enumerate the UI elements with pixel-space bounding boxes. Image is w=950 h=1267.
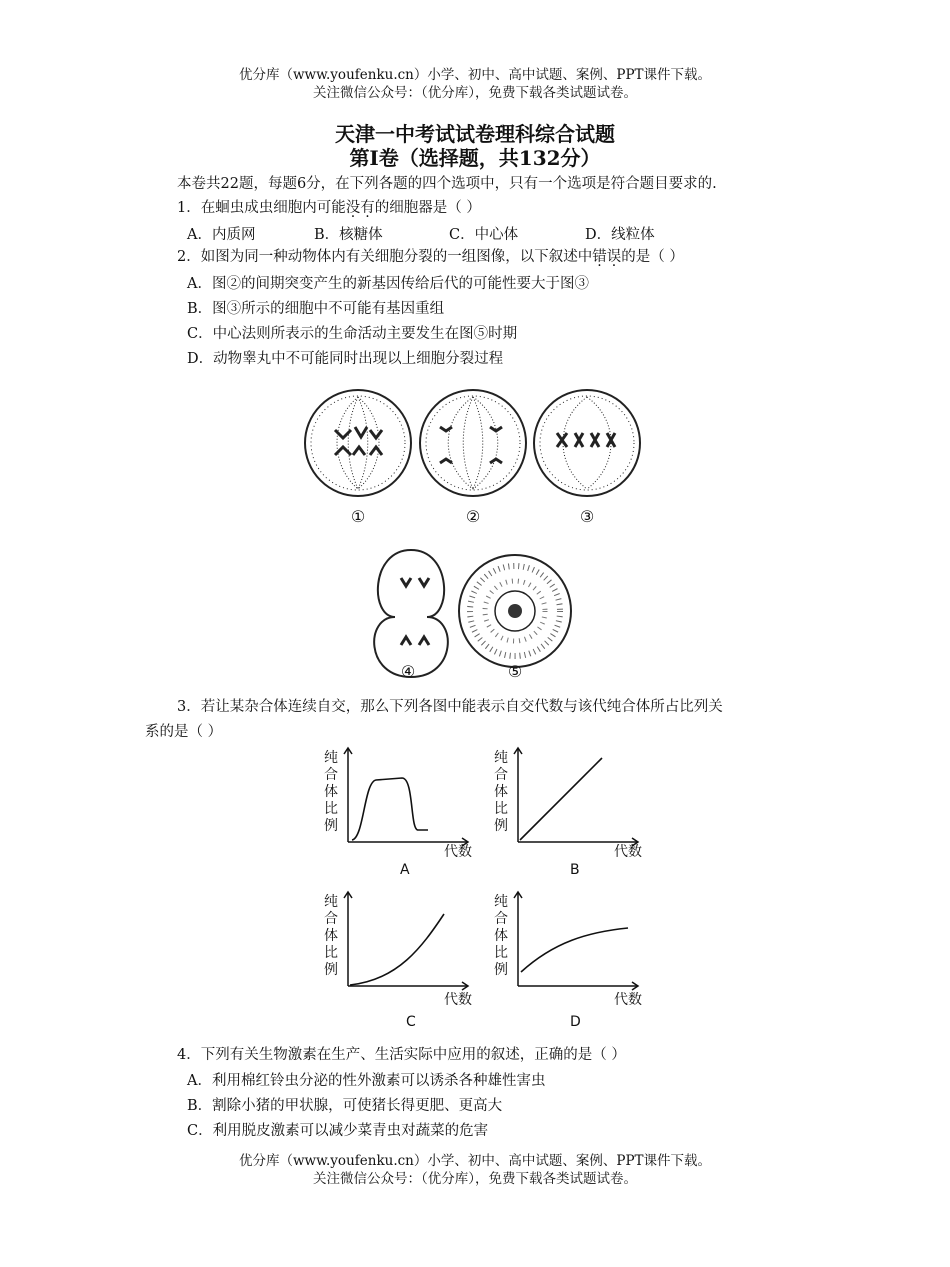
graph-label-c: C: [406, 1014, 416, 1030]
graph-a-ylabel-4: 比: [324, 801, 338, 817]
cell-label-3: ③: [579, 507, 595, 526]
q3-stem-line-2: 系的是（ ）: [145, 724, 223, 740]
graph-a-xlabel: 代数: [444, 844, 472, 860]
q1-option-a: A．内质网: [187, 227, 256, 243]
q2-stem-pre: 2．如图为同一种动物体内有关细胞分裂的一组图像，以下叙述中: [177, 249, 593, 265]
graph-b-ylabel-5: 例: [494, 818, 508, 834]
q2-stem: [177, 247, 684, 267]
q2-option-d: D．动物睾丸中不可能同时出现以上细胞分裂过程: [187, 351, 504, 367]
graph-d-ylabel-2: 合: [494, 911, 508, 927]
q1-option-c: C．中心体: [449, 227, 519, 243]
cell-label-1: ①: [350, 507, 366, 526]
header-line-2: 关注微信公众号：（优分库），免费下载各类试题试卷。: [313, 85, 637, 101]
graph-d-ylabel-1: 纯: [494, 894, 508, 910]
q1-emphasis-2: 有: [360, 200, 375, 216]
graph-d-xlabel: 代数: [614, 992, 642, 1008]
q1-option-b: B．核糖体: [314, 227, 383, 243]
graph-a-ylabel-1: 纯: [324, 750, 338, 766]
q4-option-c: C．利用脱皮激素可以减少菜青虫对蔬菜的危害: [187, 1123, 489, 1139]
q2-option-c: C．中心法则所表示的生命活动主要发生在图⑤时期: [187, 326, 518, 342]
cell-2-diagram: [420, 390, 526, 496]
graph-a-ylabel-2: 合: [324, 767, 338, 783]
footer-line-1: 优分库（www.youfenku.cn）小学、初中、高中试题、案例、PPT课件下载。: [238, 1153, 712, 1169]
q4-option-a: A．利用棉红铃虫分泌的性外激素可以诱杀各种雄性害虫: [187, 1073, 546, 1089]
header-line-1: 优分库（www.youfenku.cn）小学、初中、高中试题、案例、PPT课件下载。: [238, 67, 712, 83]
graph-label-d: D: [570, 1014, 581, 1030]
graph-b-xlabel: 代数: [614, 844, 642, 860]
graph-c-ylabel-4: 比: [324, 945, 338, 961]
graph-a-ylabel-3: 体: [324, 784, 338, 800]
cell-1-diagram: [305, 390, 411, 496]
graph-b: [514, 748, 638, 846]
graph-c-ylabel-1: 纯: [324, 894, 338, 910]
q3-stem-line-1: 3．若让某杂合体连续自交，那么下列各图中能表示自交代数与该代纯合体所占比列关: [177, 699, 723, 715]
page-title: 天津一中考试试卷理科综合试题: [335, 122, 615, 146]
cell-3-diagram: [534, 390, 640, 496]
q2-stem-post: 的是（ ）: [621, 249, 684, 265]
q4-option-b: B．割除小猪的甲状腺，可使猪长得更肥、更高大: [187, 1098, 503, 1114]
graph-c-ylabel-5: 例: [324, 962, 338, 978]
graph-c: [344, 892, 468, 990]
q3-graphs-figure: [318, 742, 658, 1034]
cell-label-4: ④: [400, 662, 416, 681]
graph-label-a: A: [400, 862, 410, 878]
q1-option-d: D．线粒体: [585, 227, 655, 243]
graph-b-ylabel-1: 纯: [494, 750, 508, 766]
graph-b-ylabel-2: 合: [494, 767, 508, 783]
q1-stem-pre: 1．在蛔虫成虫细胞内可能: [177, 200, 346, 216]
graph-c-ylabel-2: 合: [324, 911, 338, 927]
q1-stem-post: 的细胞器是（ ）: [374, 200, 481, 216]
intro-text: 本卷共22题，每题6分，在下列各题的四个选项中，只有一个选项是符合题目要求的.: [177, 176, 717, 192]
q2-emphasis-2: 误: [606, 249, 622, 265]
graph-label-b: B: [570, 862, 580, 878]
cell-5-diagram: [459, 555, 571, 667]
page-subtitle: 第I卷（选择题，共132分）: [349, 146, 601, 170]
graph-a: [344, 748, 468, 846]
graph-a-ylabel-5: 例: [324, 818, 338, 834]
graph-d-ylabel-4: 比: [494, 945, 508, 961]
graph-b-ylabel-3: 体: [494, 784, 508, 800]
q1-stem: [177, 198, 481, 218]
graph-d: [514, 892, 638, 990]
cell-label-2: ②: [465, 507, 481, 526]
footer-line-2: 关注微信公众号：（优分库），免费下载各类试题试卷。: [313, 1171, 637, 1187]
graph-d-ylabel-3: 体: [494, 928, 508, 944]
q2-option-a: A．图②的间期突变产生的新基因传给后代的可能性要大于图③: [187, 276, 589, 292]
cell-4-diagram: [374, 550, 448, 677]
graph-b-ylabel-4: 比: [494, 801, 508, 817]
cell-label-5: ⑤: [507, 662, 523, 681]
q2-option-b: B．图③所示的细胞中不可能有基因重组: [187, 301, 445, 317]
graph-c-ylabel-3: 体: [324, 928, 338, 944]
q2-emphasis-1: 错: [592, 249, 607, 265]
graph-d-ylabel-5: 例: [494, 962, 508, 978]
q1-emphasis-1: 没: [345, 200, 361, 216]
cell-division-figure: [295, 385, 655, 685]
q4-stem: 4．下列有关生物激素在生产、生活实际中应用的叙述，正确的是（ ）: [177, 1047, 626, 1063]
graph-c-xlabel: 代数: [444, 992, 472, 1008]
